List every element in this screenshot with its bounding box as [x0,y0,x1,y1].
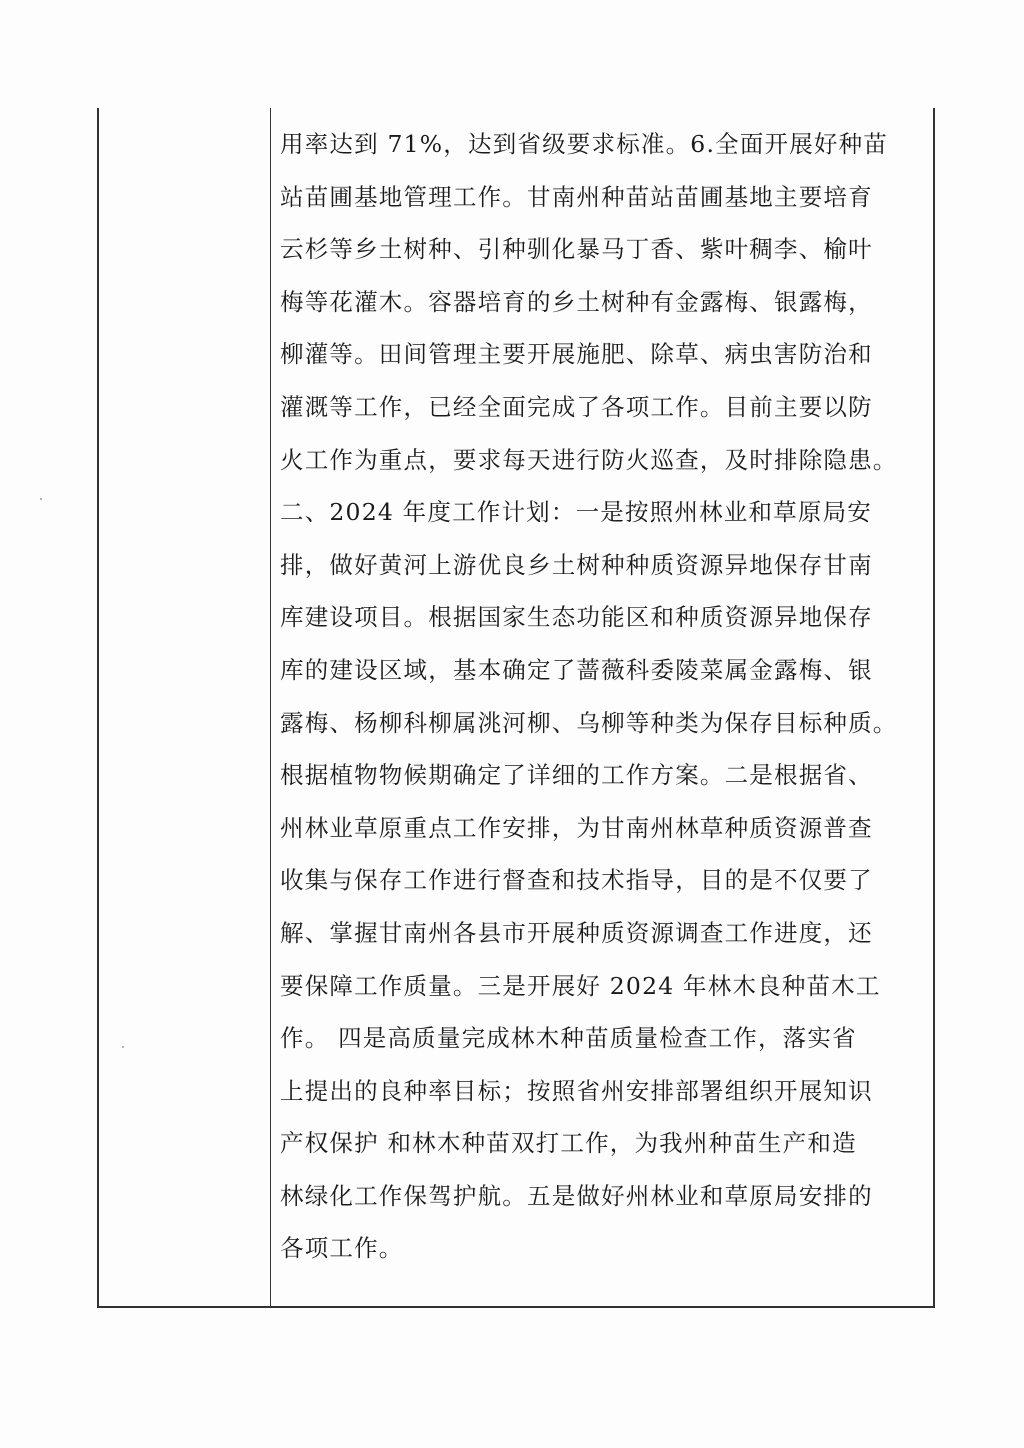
content-line: 根据植物物候期确定了详细的工作方案。二是根据省、 [280,761,873,790]
table-column-divider [270,108,271,1308]
content-line: 排，做好黄河上游优良乡土树种种质资源异地保存甘南 [280,550,873,579]
content-line: 作。 四是高质量完成林木种苗质量检查工作，落实省 [280,1024,857,1053]
content-line: 解、掌握甘南州各县市开展种质资源调查工作进度，还 [280,918,873,947]
content-line: 站苗圃基地管理工作。甘南州种苗站苗圃基地主要培育 [280,182,873,211]
content-line: 露梅、杨柳科柳属洮河柳、乌柳等种类为保存目标种质。 [280,708,898,737]
content-line: 火工作为重点，要求每天进行防火巡查，及时排除隐患。 [280,445,898,474]
content-line: 各项工作。 [280,1234,404,1263]
content-line: 云杉等乡土树种、引种驯化暴马丁香、紫叶稠李、榆叶 [280,235,873,264]
content-line: 用率达到 71%，达到省级要求标准。6.全面开展好种苗 [280,130,889,158]
content-line: 灌溉等工作，已经全面完成了各项工作。目前主要以防 [280,392,873,421]
scan-speck [122,1046,124,1048]
content-line: 库建设项目。根据国家生态功能区和种质资源异地保存 [280,603,873,632]
table-left-cell [99,108,270,1306]
content-line: 林绿化工作保驾护航。五是做好州林业和草原局安排的 [280,1181,873,1210]
scan-speck [40,498,42,500]
content-line: 库的建设区域，基本确定了蔷薇科委陵菜属金露梅、银 [280,655,873,684]
table-content-cell [280,118,925,1275]
content-line: 要保障工作质量。三是开展好 2024 年林木良种苗木工 [280,971,881,1000]
content-line: 上提出的良种率目标；按照省州安排部署组织开展知识 [280,1076,873,1105]
content-line: 产权保护 和林木种苗双打工作，为我州种苗生产和造 [280,1129,857,1158]
content-line: 州林业草原重点工作安排，为甘南州林草种质资源普查 [280,813,873,842]
content-line: 柳灌等。田间管理主要开展施肥、除草、病虫害防治和 [280,340,873,369]
content-line: 收集与保存工作进行督查和技术指导，目的是不仅要了 [280,866,873,895]
content-line: 二、2024 年度工作计划：一是按照州林业和草原局安 [280,498,872,527]
content-line: 梅等花灌木。容器培育的乡土树种有金露梅、银露梅， [280,287,873,316]
